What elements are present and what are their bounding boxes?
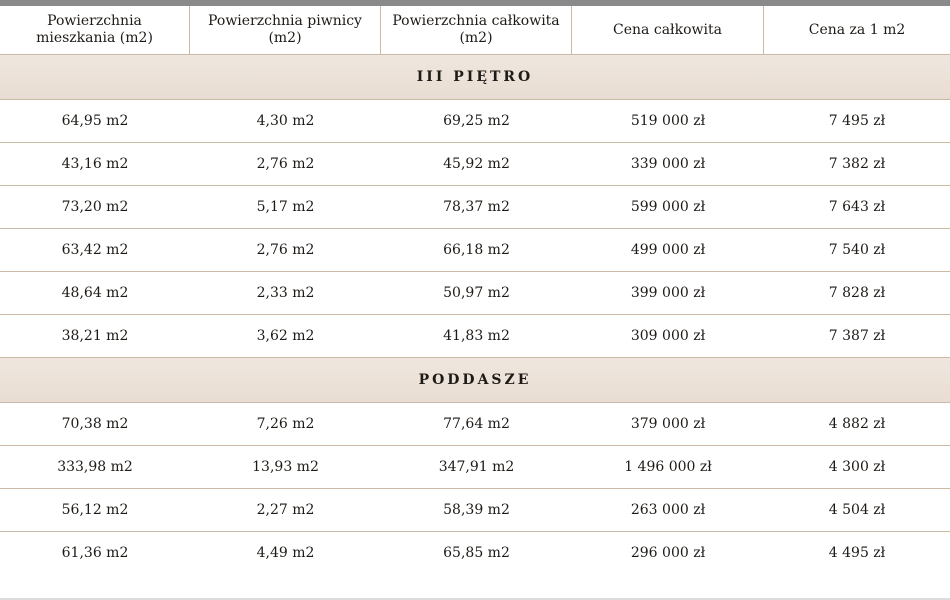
apartment-area-cell: 38,21 m2 (61, 328, 129, 344)
table-row (0, 315, 950, 358)
table-header-row (0, 6, 950, 55)
column-header-basement-area (190, 6, 381, 54)
basement-area-cell: 2,33 m2 (256, 285, 315, 301)
price-per-m2-cell: 7 382 zł (828, 156, 886, 172)
total-area-cell: 66,18 m2 (443, 242, 510, 258)
total-area-cell: 45,92 m2 (443, 156, 510, 172)
basement-area-cell: 4,30 m2 (256, 113, 315, 129)
total-area-cell: 78,37 m2 (443, 199, 510, 215)
column-header-total-area (381, 6, 572, 54)
basement-area-cell: 2,76 m2 (256, 242, 315, 258)
table-row (0, 100, 950, 143)
section-header (0, 358, 950, 403)
bottom-blank-area (0, 570, 950, 600)
basement-area-cell: 2,76 m2 (256, 156, 315, 172)
total-area-cell: 347,91 m2 (438, 459, 515, 475)
total-price-cell: 1 496 000 zł (624, 459, 712, 475)
table-body (0, 55, 950, 575)
total-price-cell: 519 000 zł (630, 113, 706, 129)
table-row (0, 446, 950, 489)
column-header-line: Powierzchnia piwnicy (208, 13, 362, 29)
total-area-cell: 77,64 m2 (443, 416, 510, 432)
column-header-line: Powierzchnia całkowita (392, 13, 560, 29)
apartment-area-cell: 61,36 m2 (61, 545, 129, 561)
total-price-cell: 296 000 zł (630, 545, 706, 561)
total-price-cell: 499 000 zł (630, 242, 706, 258)
price-per-m2-cell: 7 643 zł (828, 199, 886, 215)
table-row (0, 403, 950, 446)
column-header-line: Cena całkowita (613, 21, 722, 38)
column-header-apartment-area (0, 6, 190, 54)
apartment-price-table (0, 6, 950, 575)
section-header (0, 55, 950, 100)
column-header-line: (m2) (268, 30, 302, 46)
apartment-area-cell: 56,12 m2 (61, 502, 129, 518)
section-title: III PIĘTRO (416, 69, 534, 85)
table-row (0, 186, 950, 229)
basement-area-cell: 4,49 m2 (256, 545, 315, 561)
total-price-cell: 309 000 zł (630, 328, 706, 344)
basement-area-cell: 3,62 m2 (256, 328, 315, 344)
table-row (0, 489, 950, 532)
total-price-cell: 599 000 zł (630, 199, 706, 215)
total-price-cell: 263 000 zł (630, 502, 706, 518)
price-per-m2-cell: 7 540 zł (828, 242, 886, 258)
total-area-cell: 41,83 m2 (443, 328, 510, 344)
table-row (0, 532, 950, 575)
price-per-m2-cell: 7 387 zł (828, 328, 886, 344)
apartment-area-cell: 333,98 m2 (57, 459, 133, 475)
column-header-price-per-m2 (764, 6, 950, 54)
apartment-area-cell: 43,16 m2 (61, 156, 129, 172)
apartment-area-cell: 63,42 m2 (61, 242, 129, 258)
price-per-m2-cell: 4 882 zł (828, 416, 886, 432)
price-per-m2-cell: 4 495 zł (828, 545, 886, 561)
basement-area-cell: 2,27 m2 (256, 502, 315, 518)
total-area-cell: 65,85 m2 (443, 545, 510, 561)
table-row (0, 143, 950, 186)
table-row (0, 272, 950, 315)
column-header-line: Cena za 1 m2 (808, 21, 906, 38)
total-area-cell: 50,97 m2 (443, 285, 510, 301)
section-title: PODDASZE (418, 372, 532, 388)
price-per-m2-cell: 4 504 zł (828, 502, 886, 518)
basement-area-cell: 13,93 m2 (252, 459, 319, 475)
apartment-area-cell: 48,64 m2 (61, 285, 129, 301)
apartment-area-cell: 73,20 m2 (61, 199, 129, 215)
total-area-cell: 58,39 m2 (443, 502, 510, 518)
total-price-cell: 339 000 zł (630, 156, 706, 172)
price-per-m2-cell: 7 495 zł (828, 113, 886, 129)
column-header-line: Powierzchnia (47, 13, 142, 29)
total-price-cell: 379 000 zł (630, 416, 706, 432)
table-row (0, 229, 950, 272)
column-header-line: (m2) (459, 30, 493, 46)
apartment-area-cell: 70,38 m2 (61, 416, 129, 432)
basement-area-cell: 5,17 m2 (256, 199, 315, 215)
column-header-line: mieszkania (m2) (36, 30, 153, 46)
apartment-area-cell: 64,95 m2 (61, 113, 129, 129)
column-header-total-price (572, 6, 764, 54)
price-per-m2-cell: 4 300 zł (828, 459, 886, 475)
total-price-cell: 399 000 zł (630, 285, 706, 301)
total-area-cell: 69,25 m2 (443, 113, 510, 129)
price-per-m2-cell: 7 828 zł (828, 285, 886, 301)
basement-area-cell: 7,26 m2 (256, 416, 315, 432)
